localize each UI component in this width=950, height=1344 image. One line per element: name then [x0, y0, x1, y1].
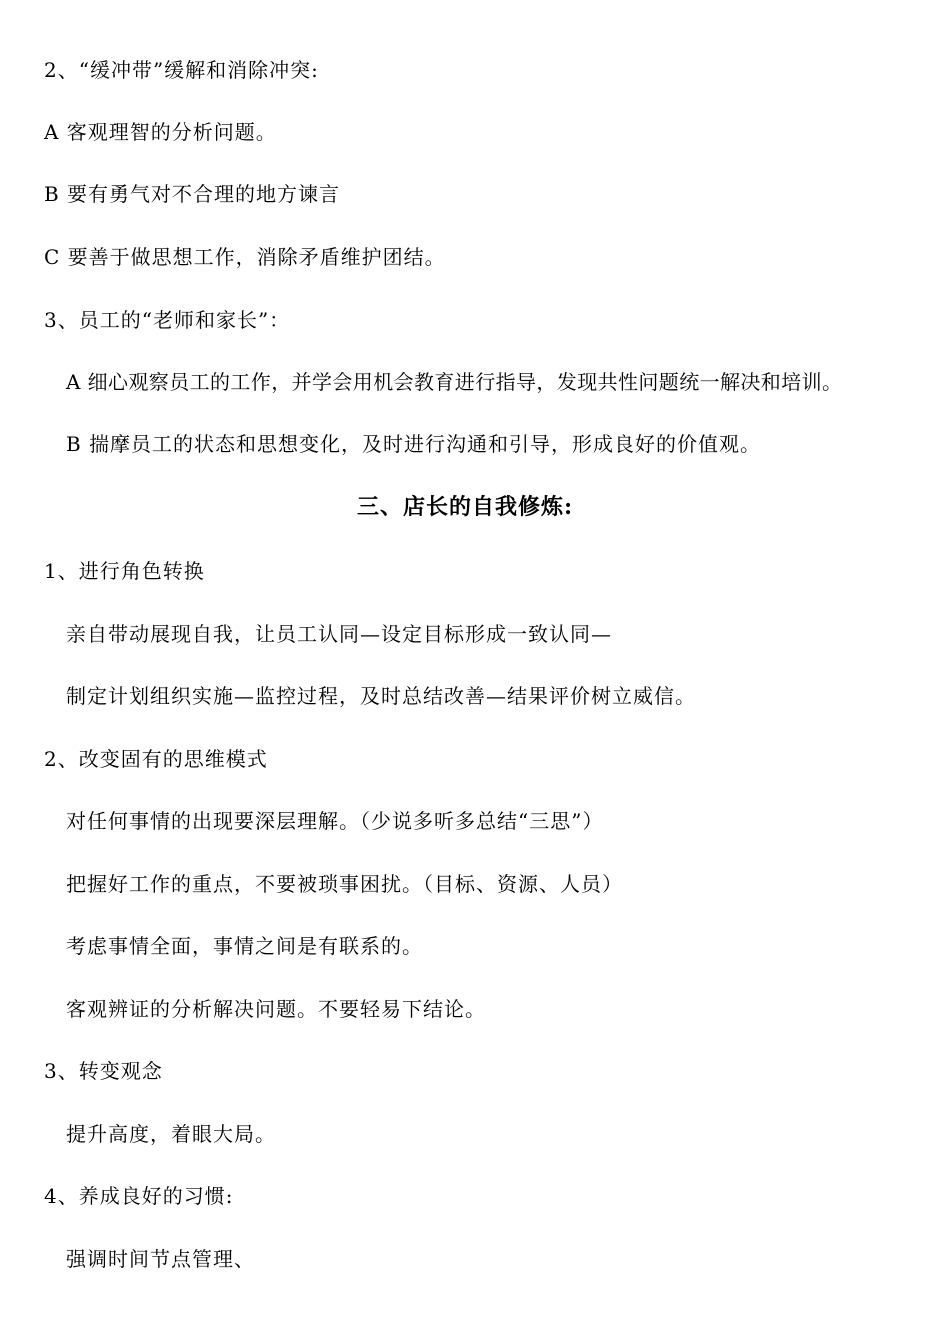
point-1-line-2: 制定计划组织实施—监控过程，及时总结改善—结果评价树立威信。	[66, 684, 696, 708]
point-2-title: 2、改变固有的思维模式	[44, 747, 268, 771]
section-2-item-c: C 要善于做思想工作，消除矛盾维护团结。	[44, 245, 446, 269]
section-3-item-b: B 揣摩员工的状态和思想变化，及时进行沟通和引导，形成良好的价值观。	[66, 432, 762, 456]
point-2-line-1: 对任何事情的出现要深层理解。（少说多听多总结“三思”）	[66, 809, 604, 833]
point-1-line-1: 亲自带动展现自我，让员工认同—设定目标形成一致认同—	[66, 622, 612, 646]
point-4-title: 4、养成良好的习惯:	[44, 1184, 234, 1208]
section-2-item-b: B 要有勇气对不合理的地方谏言	[44, 182, 341, 206]
section-2-item-a: A 客观理智的分析问题。	[44, 120, 277, 144]
chapter-heading: 三、店长的自我修炼:	[356, 494, 574, 520]
section-2-title: 2、“缓冲带”缓解和消除冲突:	[44, 58, 319, 82]
point-2-line-2: 把握好工作的重点，不要被琐事困扰。（目标、资源、人员）	[66, 872, 623, 896]
point-4-line-1: 强调时间节点管理、	[66, 1247, 255, 1271]
point-2-line-3: 考虑事情全面，事情之间是有联系的。	[66, 934, 423, 958]
point-3-title: 3、转变观念	[44, 1059, 163, 1083]
section-3-title: 3、员工的“老师和家长”：	[44, 308, 291, 332]
point-3-line-1: 提升高度，着眼大局。	[66, 1122, 276, 1146]
point-2-line-4: 客观辨证的分析解决问题。不要轻易下结论。	[66, 997, 486, 1021]
point-1-title: 1、进行角色转换	[44, 559, 205, 583]
section-3-item-a: A 细心观察员工的工作，并学会用机会教育进行指导，发现共性问题统一解决和培训。	[66, 370, 843, 394]
